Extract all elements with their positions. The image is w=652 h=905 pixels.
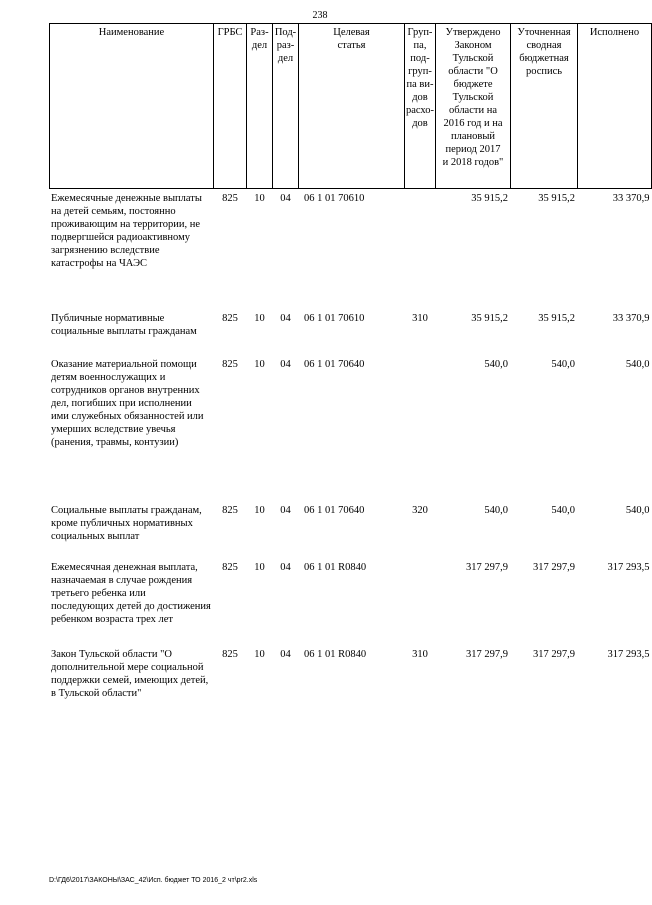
row-name: Ежемесячные денежные выплаты на детей семьям, постоянно проживающим на территории, не подвергшейся радиоактивному загрязнению вследствие катастрофы на ЧАЭС	[51, 193, 202, 269]
table-row	[50, 358, 652, 504]
row-approved: 35 915,2	[471, 313, 508, 324]
row-expense-group: 310	[412, 313, 428, 324]
row-grbs: 825	[222, 505, 238, 516]
row-grbs: 825	[222, 359, 238, 370]
budget-table	[49, 23, 652, 728]
row-target-article: 06 1 01 R0840	[304, 562, 367, 573]
header-executed: Исполнено	[578, 24, 652, 189]
header-grbs: ГРБС	[214, 24, 247, 189]
row-name: Закон Тульской области "О дополнительной мере социальной поддержки семей, имеющих детей, в Тульской области"	[51, 649, 209, 699]
header-razdel: Раз- дел	[247, 24, 273, 189]
row-executed: 33 370,9	[612, 313, 650, 324]
row-target-article: 06 1 01 70610	[304, 193, 365, 204]
row-refined: 540,0	[551, 359, 575, 370]
row-expense-group: 310	[412, 649, 428, 660]
row-refined: 317 297,9	[533, 649, 575, 660]
row-executed: 540,0	[625, 359, 650, 370]
row-target-article: 06 1 01 70640	[304, 359, 365, 370]
table-row	[50, 561, 652, 648]
row-name: Оказание материальной помощи детям военнослужащих и сотрудников органов внутренних дел, погибших при исполнении ими служебных обязанностей или умерших вследствие увечья (ранения, травмы, контузии)	[51, 359, 204, 448]
header-target-article: Целевая статья	[299, 24, 405, 189]
row-refined: 317 297,9	[533, 562, 575, 573]
row-name: Публичные нормативные социальные выплаты гражданам	[51, 313, 197, 337]
table-row	[50, 504, 652, 561]
row-podrazdel: 04	[280, 562, 291, 573]
row-target-article: 06 1 01 70640	[304, 505, 365, 516]
row-expense-group	[405, 561, 436, 648]
row-name: Социальные выплаты гражданам, кроме публичных нормативных социальных выплат	[51, 505, 202, 542]
row-refined: 35 915,2	[538, 193, 575, 204]
row-executed: 317 293,5	[607, 562, 650, 573]
row-podrazdel: 04	[280, 193, 291, 204]
row-razdel: 10	[254, 505, 265, 516]
table-row	[50, 189, 652, 313]
header-name: Наименование	[50, 24, 214, 189]
row-executed: 317 293,5	[607, 649, 650, 660]
table-row	[50, 312, 652, 358]
row-expense-group	[405, 189, 436, 313]
row-approved: 317 297,9	[466, 562, 508, 573]
row-refined: 35 915,2	[538, 313, 575, 324]
row-grbs: 825	[222, 649, 238, 660]
row-target-article: 06 1 01 70610	[304, 313, 365, 324]
row-grbs: 825	[222, 313, 238, 324]
row-expense-group: 320	[412, 505, 428, 516]
header-podrazdel: Под- раз- дел	[273, 24, 299, 189]
table-header-row	[50, 24, 652, 189]
row-refined: 540,0	[551, 505, 575, 516]
row-expense-group	[405, 358, 436, 504]
file-path-footer: D:\ГД6\2017\ЗАКОНЫ\ЗАС_42\Исп. бюджет ТО 2016_2 чт\pr2.xls	[49, 877, 258, 884]
page-number: 238	[312, 10, 328, 21]
row-name: Ежемесячная денежная выплата, назначаемая в случае рождения третьего ребенка или последующих детей до достижения ребенком возраста трех лет	[51, 562, 211, 625]
row-target-article: 06 1 01 R0840	[304, 649, 367, 660]
row-approved: 35 915,2	[471, 193, 508, 204]
header-refined-list: Уточненная сводная бюджетная роспись	[511, 24, 578, 189]
row-grbs: 825	[222, 193, 238, 204]
row-podrazdel: 04	[280, 313, 291, 324]
row-executed: 540,0	[625, 505, 650, 516]
row-podrazdel: 04	[280, 649, 291, 660]
row-approved: 540,0	[484, 505, 508, 516]
row-razdel: 10	[254, 649, 265, 660]
row-approved: 540,0	[484, 359, 508, 370]
row-podrazdel: 04	[280, 359, 291, 370]
table-row	[50, 648, 652, 728]
row-podrazdel: 04	[280, 505, 291, 516]
row-razdel: 10	[254, 359, 265, 370]
row-razdel: 10	[254, 562, 265, 573]
row-executed: 33 370,9	[612, 193, 650, 204]
row-razdel: 10	[254, 193, 265, 204]
row-approved: 317 297,9	[466, 649, 508, 660]
row-razdel: 10	[254, 313, 265, 324]
header-expense-group: Груп- па, под- груп- па ви- дов расхо- дов	[405, 24, 436, 189]
row-grbs: 825	[222, 562, 238, 573]
header-approved: Утверждено Законом Тульской области "О бюджете Тульской области на 2016 год и на плановый период 2017 и 2018 годов"	[436, 24, 511, 189]
